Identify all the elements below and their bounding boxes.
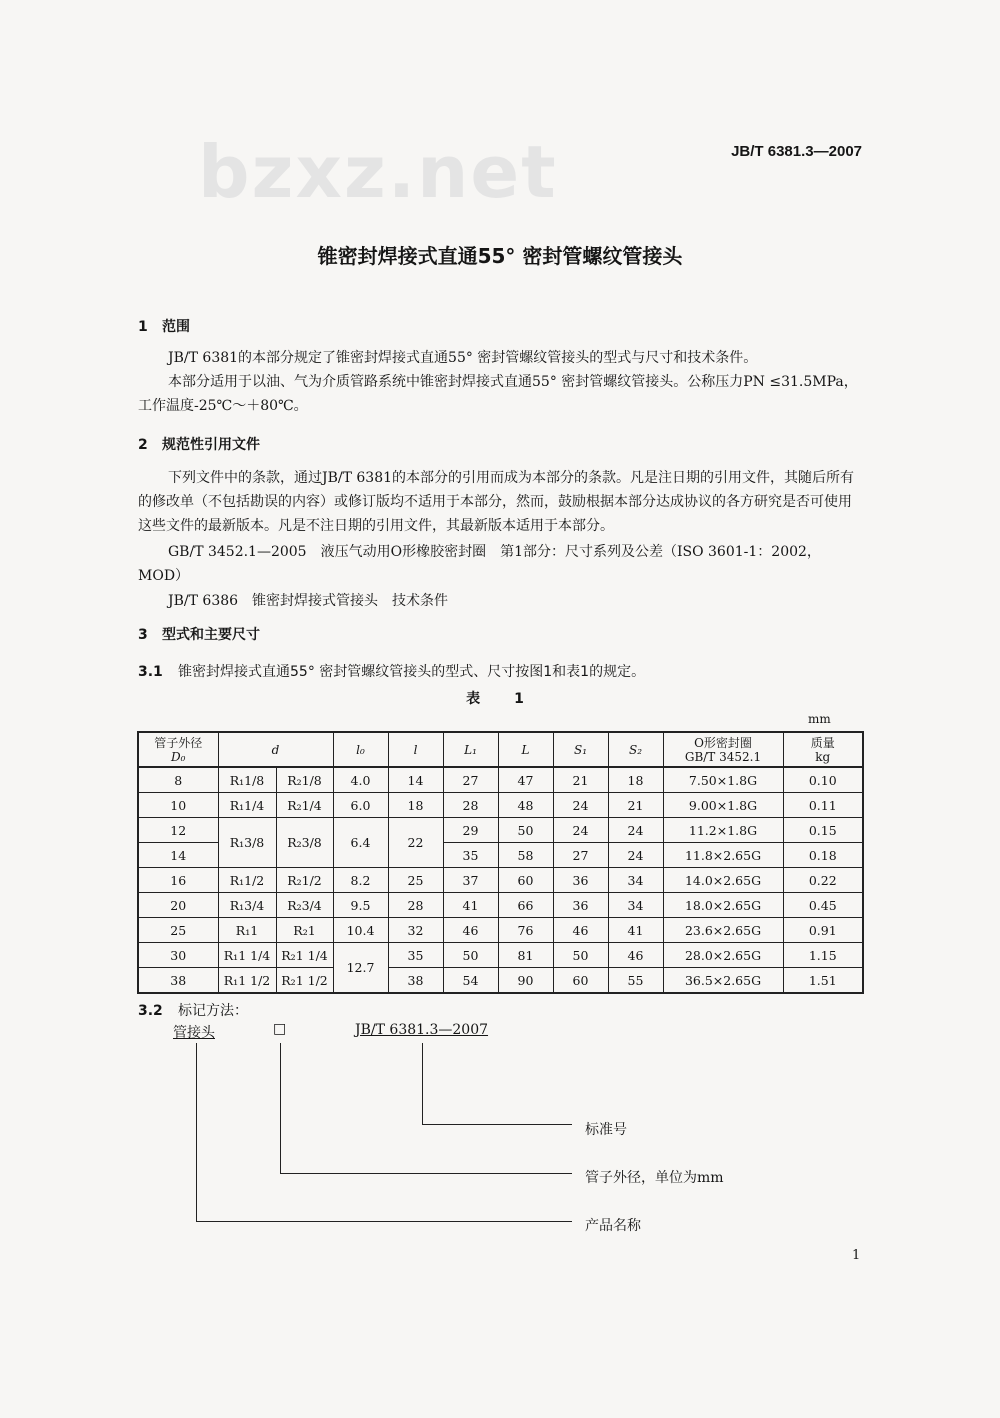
- table-cell: 24: [553, 818, 608, 843]
- table-cell: 10.4: [333, 918, 388, 943]
- table-cell: 9.5: [333, 893, 388, 918]
- table-cell: 24: [553, 793, 608, 818]
- table-cell: 34: [608, 893, 663, 918]
- table-cell: 25: [138, 918, 218, 943]
- table-cell: 81: [498, 943, 553, 968]
- table-cell: 54: [443, 968, 498, 994]
- table-cell: 14: [388, 767, 443, 793]
- header-l: l: [388, 732, 443, 767]
- table-cell: 0.11: [783, 793, 863, 818]
- section-2-paragraph: 下列文件中的条款，通过JB/T 6381的本部分的引用而成为本部分的条款。凡是注日期的引用文件，其随后所有的修改单（不包括勘误的内容）或修订版均不适用于本部分，然而，鼓励根据本部分达成协议的各方研究是否可使用这些文件的最新版本。凡是不注日期的引用文件，其最新版本适用于本部分。: [138, 470, 855, 534]
- table-cell: 38: [138, 968, 218, 994]
- table-cell: 28.0×2.65G: [663, 943, 783, 968]
- table-cell: 47: [498, 767, 553, 793]
- subsection-3-1: [138, 661, 645, 681]
- table-cell: 11.2×1.8G: [663, 818, 783, 843]
- table-cell: 66: [498, 893, 553, 918]
- table-cell: 8: [138, 767, 218, 793]
- header-S2: S₂: [608, 732, 663, 767]
- table-cell: R₂1/2: [276, 868, 333, 893]
- header-mass: 质量 kg: [783, 732, 863, 767]
- table-title: 表 1: [466, 691, 534, 707]
- section-1-paragraph-1: JB/T 6381的本部分规定了锥密封焊接式直通55° 密封管螺纹管接头的型式与尺寸和技术条件。: [168, 350, 758, 366]
- table-cell: 50: [498, 818, 553, 843]
- table-cell: 37: [443, 868, 498, 893]
- table-cell: 76: [498, 918, 553, 943]
- table-cell: 30: [138, 943, 218, 968]
- table-cell: R₂1: [276, 918, 333, 943]
- marking-diameter-box: □: [273, 1021, 287, 1037]
- table-cell: 12: [138, 818, 218, 843]
- table-cell: 34: [608, 868, 663, 893]
- table-cell: R₁1 1/4: [218, 943, 276, 968]
- table-row: [138, 918, 863, 943]
- table-cell: 0.18: [783, 843, 863, 868]
- table-cell: R₁1: [218, 918, 276, 943]
- table-cell: 1.15: [783, 943, 863, 968]
- table-cell: 24: [608, 818, 663, 843]
- table-cell: R₁1/4: [218, 793, 276, 818]
- table-cell: R₂1 1/2: [276, 968, 333, 994]
- table-row: [138, 868, 863, 893]
- table-cell: 35: [443, 843, 498, 868]
- table-cell: 0.45: [783, 893, 863, 918]
- table-cell: 18.0×2.65G: [663, 893, 783, 918]
- leader-std-horizontal: [422, 1124, 572, 1125]
- table-cell: 11.8×2.65G: [663, 843, 783, 868]
- table-cell: 41: [443, 893, 498, 918]
- table-cell: R₁3/4: [218, 893, 276, 918]
- table-row: [138, 943, 863, 968]
- marking-standard-number: JB/T 6381.3—2007: [355, 1022, 489, 1038]
- subsection-number: 3.2: [138, 1003, 163, 1019]
- page-number: 1: [852, 1248, 861, 1263]
- section-1-heading: [138, 316, 190, 336]
- table-cell: R₁3/8: [218, 818, 276, 868]
- table-cell: 25: [388, 868, 443, 893]
- table-cell: 60: [553, 968, 608, 994]
- section-label: 范围: [162, 319, 190, 335]
- table-cell: 18: [608, 767, 663, 793]
- table-cell: 29: [443, 818, 498, 843]
- table-cell: 27: [553, 843, 608, 868]
- table-cell: 14: [138, 843, 218, 868]
- table-cell: 60: [498, 868, 553, 893]
- section-3-heading: [138, 624, 260, 644]
- table-row: [138, 767, 863, 793]
- table-cell: 0.15: [783, 818, 863, 843]
- table-unit: mm: [808, 712, 831, 726]
- subsection-number: 3.1: [138, 664, 163, 680]
- table-cell: R₂1/8: [276, 767, 333, 793]
- section-number: 2: [138, 437, 148, 453]
- table-cell: 50: [553, 943, 608, 968]
- document-title: 锥密封焊接式直通55° 密封管螺纹管接头: [317, 244, 683, 268]
- table-cell: 32: [388, 918, 443, 943]
- reference-jbt-6386: JB/T 6386 锥密封焊接式管接头 技术条件: [168, 593, 449, 609]
- table-cell: 21: [553, 767, 608, 793]
- table-cell: 36: [553, 868, 608, 893]
- table-cell: 50: [443, 943, 498, 968]
- leader-name-vertical: [196, 1043, 197, 1221]
- table-cell: 46: [553, 918, 608, 943]
- table-cell: R₂3/8: [276, 818, 333, 868]
- section-number: 3: [138, 627, 148, 643]
- table-cell: 35: [388, 943, 443, 968]
- table-cell: 36: [553, 893, 608, 918]
- table-cell: 48: [498, 793, 553, 818]
- header-l0: l₀: [333, 732, 388, 767]
- table-cell: 24: [608, 843, 663, 868]
- table-cell: 28: [388, 893, 443, 918]
- header-L: L: [498, 732, 553, 767]
- table-cell: 12.7: [333, 943, 388, 994]
- table-cell: 8.2: [333, 868, 388, 893]
- table-cell: 36.5×2.65G: [663, 968, 783, 994]
- table-row: [138, 818, 863, 843]
- table-cell: 18: [388, 793, 443, 818]
- subsection-3-2: [138, 1000, 248, 1020]
- table-cell: R₂3/4: [276, 893, 333, 918]
- dimension-table: [137, 731, 864, 994]
- table-header-row: [138, 732, 863, 767]
- section-number: 1: [138, 319, 148, 335]
- watermark: bzxz.net: [198, 130, 558, 214]
- table-cell: 10: [138, 793, 218, 818]
- table-cell: R₁1/2: [218, 868, 276, 893]
- subsection-text: 锥密封焊接式直通55° 密封管螺纹管接头的型式、尺寸按图1和表1的规定。: [178, 664, 646, 680]
- table-row: [138, 893, 863, 918]
- table-cell: 23.6×2.65G: [663, 918, 783, 943]
- table-cell: 46: [608, 943, 663, 968]
- table-cell: 21: [608, 793, 663, 818]
- marking-product-name: 管接头: [173, 1025, 215, 1041]
- leader-std-vertical: [422, 1043, 423, 1124]
- leader-od-vertical: [280, 1043, 281, 1173]
- standard-code: JB/T 6381.3—2007: [731, 143, 862, 160]
- table-cell: 1.51: [783, 968, 863, 994]
- leader-od-horizontal: [280, 1173, 572, 1174]
- table-cell: R₁1/8: [218, 767, 276, 793]
- table-cell: R₂1/4: [276, 793, 333, 818]
- table-cell: 14.0×2.65G: [663, 868, 783, 893]
- table-cell: 27: [443, 767, 498, 793]
- header-d: d: [218, 732, 333, 767]
- table-cell: 55: [608, 968, 663, 994]
- table-cell: 41: [608, 918, 663, 943]
- callout-product-name: 产品名称: [585, 1218, 641, 1234]
- table-cell: 38: [388, 968, 443, 994]
- table-cell: 0.10: [783, 767, 863, 793]
- subsection-text: 标记方法：: [178, 1003, 248, 1019]
- section-label: 型式和主要尺寸: [162, 627, 260, 643]
- table-cell: R₁1 1/2: [218, 968, 276, 994]
- callout-standard-number: 标准号: [585, 1122, 627, 1138]
- callout-pipe-diameter: 管子外径，单位为mm: [585, 1170, 724, 1186]
- table-row: [138, 793, 863, 818]
- section-1-paragraph-2: 本部分适用于以油、气为介质管路系统中锥密封焊接式直通55° 密封管螺纹管接头。公称压力PN ≤31.5MPa，工作温度-25℃～＋80℃。: [138, 374, 858, 414]
- table-cell: 16: [138, 868, 218, 893]
- table-cell: 9.00×1.8G: [663, 793, 783, 818]
- table-cell: 4.0: [333, 767, 388, 793]
- table-cell: 0.91: [783, 918, 863, 943]
- header-L1: L₁: [443, 732, 498, 767]
- header-oring: O形密封圈 GB/T 3452.1: [663, 732, 783, 767]
- header-d0: 管子外径 D₀: [138, 732, 218, 767]
- table-cell: 0.22: [783, 868, 863, 893]
- table-cell: 6.0: [333, 793, 388, 818]
- table-cell: 7.50×1.8G: [663, 767, 783, 793]
- table-cell: R₂1 1/4: [276, 943, 333, 968]
- table-cell: 58: [498, 843, 553, 868]
- section-2-heading: [138, 434, 260, 454]
- table-cell: 90: [498, 968, 553, 994]
- table-cell: 20: [138, 893, 218, 918]
- table-cell: 46: [443, 918, 498, 943]
- table-cell: 28: [443, 793, 498, 818]
- table-row: [138, 968, 863, 994]
- header-S1: S₁: [553, 732, 608, 767]
- table-cell: 6.4: [333, 818, 388, 868]
- leader-name-horizontal: [196, 1221, 572, 1222]
- table-cell: 22: [388, 818, 443, 868]
- section-label: 规范性引用文件: [162, 437, 260, 453]
- reference-gbt-3452: GB/T 3452.1—2005 液压气动用O形橡胶密封圈 第1部分：尺寸系列及公差（ISO 3601-1：2002，MOD）: [138, 544, 821, 584]
